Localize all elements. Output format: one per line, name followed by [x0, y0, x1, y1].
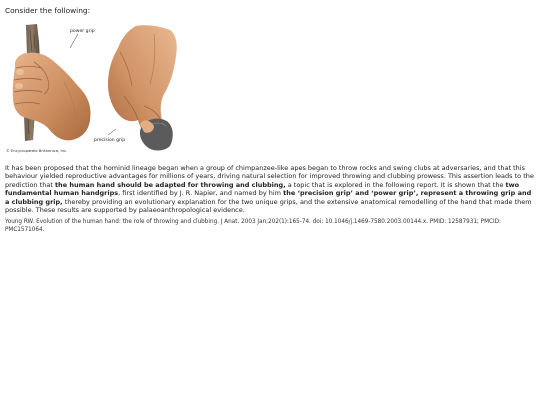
throwing-stone [140, 119, 173, 151]
abstract-text-1: It has been proposed that the hominid lineage began when a group of chimpanzee-like apes began to throw rocks and swing clubs at adversaries, and that this behaviour yielded reproductive advantages for millions of years, driving natural selection for improved throwing and clubbing prowess. This assertion leads to the prediction that [5, 164, 534, 189]
citation-text: Young RW. Evolution of the human hand: the role of throwing and clubbing. J Anat. 2003 Jan;202(1):165-74. doi: 10.1046/j.1469-7580.2003.00144.x. PMID: 12587931; PMCID: PMC1571064. [5, 219, 501, 233]
image-credit: © Encyclopædia Britannica, Inc. [6, 148, 68, 153]
hand-grips-illustration [4, 22, 180, 155]
precision-grip-label: precision grip [94, 138, 126, 143]
precision-grip-leader [108, 129, 116, 135]
abstract-text-2: a topic that is explored in the following report. It is shown that the [285, 180, 506, 189]
intro-text: Consider the following: [5, 6, 91, 15]
abstract-text-3: , first identified by J. R. Napier, and named by him [118, 189, 284, 198]
abstract-bold-3: the ‘precision grip’ and ‘power grip’, represent a throwing grip and a clubbing grip, [5, 189, 532, 206]
power-grip-leader [70, 34, 78, 48]
abstract-bold-1: the human hand should be adapted for throwing and clubbing, [54, 180, 286, 189]
hand-grips-drawing [4, 22, 180, 155]
power-grip-hand [13, 53, 91, 141]
abstract-text-4: thereby providing an evolutionary explanation for the two unique grips, and the extensive anatomical remodelling of the hand that made them possible. These results are supported by palaeoanthropological evidence. [5, 197, 532, 215]
power-grip-label: power grip [70, 29, 95, 34]
abstract-bold-2: two fundamental human handgrips [5, 180, 520, 198]
precision-grip-hand [108, 25, 177, 134]
abstract-paragraph [5, 164, 537, 214]
